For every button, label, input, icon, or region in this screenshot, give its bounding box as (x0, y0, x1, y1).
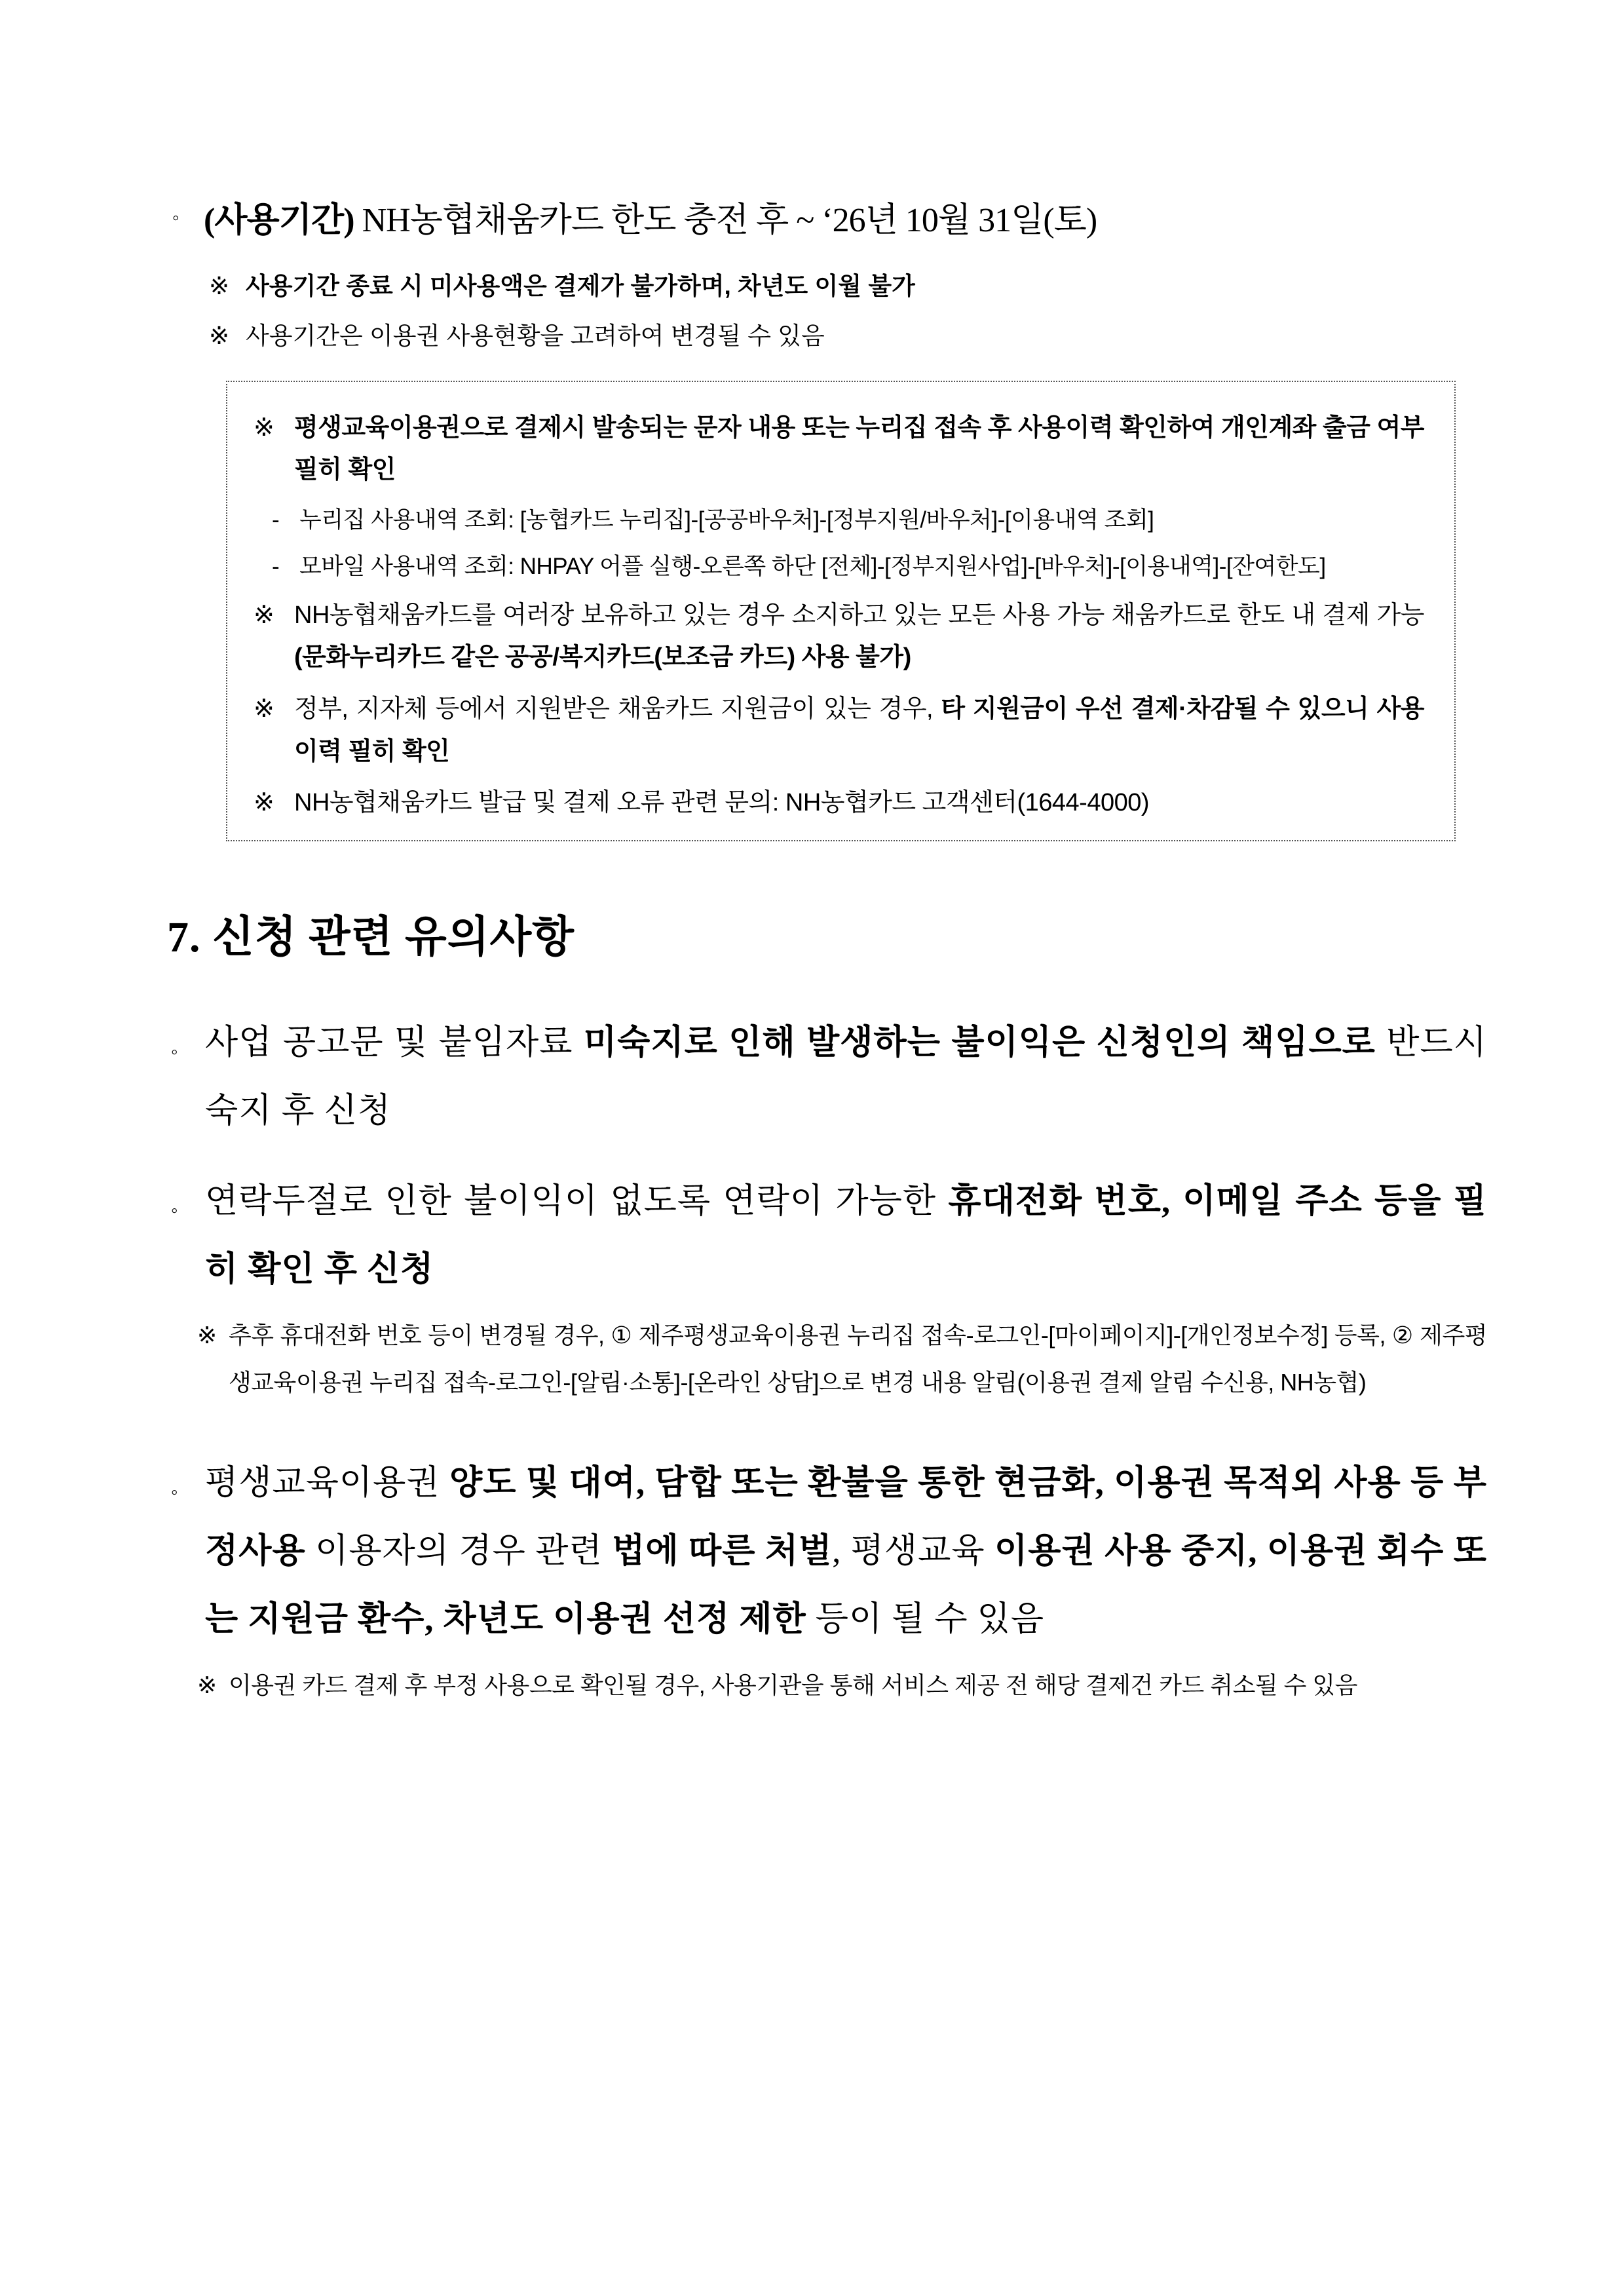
reference-mark: ※ (254, 695, 274, 723)
notice-box-item (254, 782, 1424, 824)
notice-text: 평생교육이용권으로 결제시 발송되는 문자 내용 또는 누리집 접속 후 사용이력 확인하여 개인계좌 출금 여부 필히 확인 (294, 413, 1424, 484)
notice-text: NH농협채움카드를 여러장 보유하고 있는 경우 소지하고 있는 모든 사용 가능 채움카드로 한도 내 결제 가능(문화누리카드 같은 공공/복지카드(보조금 카드) 사용 불가) (294, 601, 1424, 672)
reference-mark: ※ (209, 273, 230, 299)
note-text: 사용기간 종료 시 미사용액은 결제가 불가하며, 차년도 이월 불가 (246, 273, 915, 299)
notice-text: 누리집 사용내역 조회: [농협카드 누리집]-[공공바우처]-[정부지원/바우처]-[이용내역 조회] (299, 507, 1154, 533)
notice-box-subitem (272, 501, 1424, 540)
notice-box-item (254, 688, 1424, 773)
circle-bullet-marker: ◦ (171, 1481, 179, 1503)
circle-bullet-marker: ◦ (171, 1041, 179, 1063)
bullet-text: 사업 공고문 및 붙임자료 미숙지로 인해 발생하는 불이익은 신청인의 책임으로 반드시 숙지 후 신청 (205, 1024, 1488, 1130)
notice-text: 모바일 사용내역 조회: NHPAY 어플 실행-오른쪽 하단 [전체]-[정부지원사업]-[바우처]-[이용내역]-[잔여한도] (299, 554, 1326, 580)
circle-bullet-marker: ◦ (171, 1199, 179, 1221)
note-text: 추후 휴대전화 번호 등이 변경될 경우, ① 제주평생교육이용권 누리집 접속-로그인-[마이페이지]-[개인정보수정] 등록, ② 제주평생교육이용권 누리집 접속-로그인-[알림·소통]-[온라인 상담]으로 변경 내용 알림(이용권 결제 알림 수신용, NH농협) (229, 1321, 1487, 1396)
caution-bullet-contact (167, 1168, 1487, 1304)
caution-note-contact-change (197, 1312, 1487, 1406)
usage-period-text: (사용기간) NH농협채움카드 한도 충전 후 ~ ‘26년 10월 31일(토) (204, 202, 1097, 239)
reference-mark: ※ (254, 601, 274, 629)
bullet-text: 연락두절로 인한 불이익이 없도록 연락이 가능한 휴대전화 번호, 이메일 주소 등을 필히 확인 후 신청 (205, 1182, 1487, 1288)
note-line (209, 313, 1487, 359)
caution-note-payment-cancel (197, 1662, 1487, 1709)
note-text: 이용권 카드 결제 후 부정 사용으로 확인될 경우, 사용기관을 통해 서비스 제공 전 해당 결제건 카드 취소될 수 있음 (229, 1671, 1357, 1698)
notice-box (226, 381, 1456, 841)
section-7-heading: 7. 신청 관련 유의사항 (167, 913, 575, 961)
note-text: 사용기간은 이용권 사용현황을 고려하여 변경될 수 있음 (246, 322, 825, 350)
caution-bullet-responsibility (167, 1009, 1487, 1145)
dash-marker: - (272, 554, 280, 580)
notice-box-subitem (272, 547, 1424, 586)
notice-text: NH농협채움카드 발급 및 결제 오류 관련 문의: NH농협카드 고객센터(1644-4000) (294, 789, 1150, 817)
usage-period-bullet (167, 195, 1487, 246)
reference-mark: ※ (209, 322, 230, 350)
notice-text: 정부, 지자체 등에서 지원받은 채움카드 지원금이 있는 경우, 타 지원금이 우선 결제·차감될 수 있으니 사용이력 필히 확인 (294, 695, 1424, 765)
usage-period-notes (209, 263, 1487, 360)
dash-marker: - (272, 507, 280, 533)
reference-mark: ※ (197, 1321, 217, 1349)
reference-mark: ※ (254, 413, 274, 442)
caution-bullet-misuse (167, 1449, 1487, 1654)
circle-bullet-marker: ◦ (172, 207, 179, 229)
bullet-text: 평생교육이용권 양도 및 대여, 담합 또는 환불을 통한 현금화, 이용권 목적외 사용 등 부정사용 이용자의 경우 관련 법에 따른 처벌, 평생교육 이용권 사용 중지, 이용권 회수 또는 지원금 환수, 차년도 이용권 선정 제한 등이 될 수 있음 (205, 1464, 1488, 1638)
reference-mark: ※ (254, 789, 274, 817)
notice-box-item (254, 594, 1424, 679)
reference-mark: ※ (197, 1671, 217, 1698)
note-line (209, 263, 1487, 309)
notice-box-item (254, 407, 1424, 491)
